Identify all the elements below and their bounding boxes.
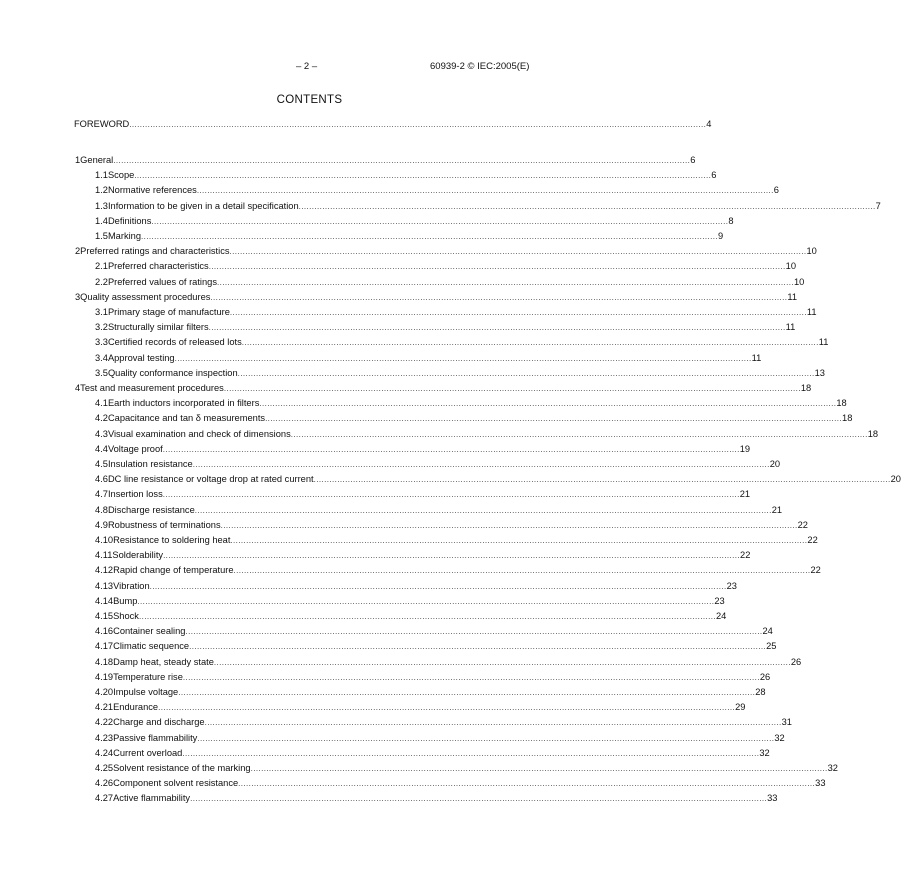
toc-section-title: Test and measurement procedures xyxy=(80,383,224,393)
toc-entry[interactable] xyxy=(95,686,766,698)
toc-entry[interactable] xyxy=(95,762,838,774)
dot-leader: ............................................................................................................................................................................................................................ xyxy=(113,156,691,165)
dot-leader: ............................................................................................................................................................................................................................ xyxy=(250,764,828,773)
toc-section-number: 4.15 xyxy=(95,611,114,621)
toc-section-title: Normative references xyxy=(107,185,197,196)
toc-section-number: 2 xyxy=(75,246,81,257)
toc-page-number: 33 xyxy=(767,793,778,804)
toc-page-number: 32 xyxy=(759,747,770,758)
toc-entry[interactable] xyxy=(75,245,817,257)
toc-section-title: Active flammability xyxy=(113,793,191,804)
toc-entry[interactable] xyxy=(95,747,770,759)
toc-section-title: Temperature rise xyxy=(113,671,183,682)
dot-leader: ............................................................................................................................................................................................................................ xyxy=(298,201,876,211)
dot-leader: ............................................................................................................................................................................................................................ xyxy=(134,171,712,181)
toc-page-number: 32 xyxy=(827,763,838,773)
toc-page-number: 22 xyxy=(807,535,818,545)
toc-section-title: Shock xyxy=(113,611,139,621)
toc-section-title: Primary stage of manufacture xyxy=(107,307,230,317)
toc-entry[interactable] xyxy=(95,443,751,455)
toc-entry[interactable] xyxy=(95,276,805,288)
toc-page-number: 33 xyxy=(815,778,826,789)
dot-leader: ............................................................................................................................................................................................................................ xyxy=(194,505,772,515)
toc-section-number: 1.3 xyxy=(95,200,108,211)
toc-section-title: Container sealing xyxy=(113,626,186,637)
toc-entry[interactable] xyxy=(95,580,737,592)
toc-page-number: 31 xyxy=(781,717,792,728)
toc-section-title: Charge and discharge xyxy=(113,717,205,728)
toc-page-number: 13 xyxy=(814,367,825,378)
toc-page-number: 23 xyxy=(726,580,737,591)
toc-page-number: 19 xyxy=(739,443,751,454)
toc-entry[interactable] xyxy=(75,291,798,303)
toc-section-title: Capacitance and tan δ measurements xyxy=(107,413,266,424)
toc-section-number: 4.20 xyxy=(95,687,114,697)
toc-section-title: Component solvent resistance xyxy=(113,778,239,789)
toc-section-number: 2.2 xyxy=(95,276,108,287)
toc-section-number: 4.19 xyxy=(95,671,114,682)
toc-section-title: Bump xyxy=(113,595,138,606)
dot-leader: ............................................................................................................................................................................................................................ xyxy=(220,520,798,530)
dot-leader: ............................................................................................................................................................................................................................ xyxy=(163,551,741,561)
toc-page-number: 24 xyxy=(715,611,727,621)
toc-entry[interactable] xyxy=(95,336,829,348)
toc-section-number: 2.1 xyxy=(95,261,108,272)
dot-leader: ............................................................................................................................................................................................................................ xyxy=(237,368,815,378)
toc-section-title: Approval testing xyxy=(107,352,175,363)
dot-leader: ............................................................................................................................................................................................................................ xyxy=(210,292,788,302)
toc-section-number: 4.7 xyxy=(95,489,108,500)
toc-page-number: 11 xyxy=(806,307,817,317)
dot-leader: ............................................................................................................................................................................................................................ xyxy=(192,460,770,469)
toc-section-title: Solvent resistance of the marking xyxy=(113,763,251,773)
toc-section-title: Definitions xyxy=(107,215,152,226)
toc-entry[interactable] xyxy=(95,321,796,333)
toc-section-title: Preferred values of ratings xyxy=(107,276,217,287)
toc-entry[interactable] xyxy=(95,215,734,227)
page-title: CONTENTS xyxy=(276,94,343,106)
dot-leader: ............................................................................................................................................................................................................................ xyxy=(216,277,794,287)
toc-section-title: Certified records of released lots xyxy=(107,337,242,348)
toc-section-title: Scope xyxy=(107,170,135,181)
toc-entry[interactable] xyxy=(95,306,817,318)
dot-leader: ............................................................................................................................................................................................................................ xyxy=(196,186,774,196)
dot-leader: ............................................................................................................................................................................................................................ xyxy=(259,399,837,409)
toc-page-number: 29 xyxy=(735,702,746,713)
toc-entry[interactable] xyxy=(95,230,724,242)
dot-leader: ............................................................................................................................................................................................................................ xyxy=(185,627,763,637)
dot-leader: ............................................................................................................................................................................................................................ xyxy=(213,657,791,667)
toc-page-number: 11 xyxy=(787,291,798,302)
toc-section-title: FOREWORD xyxy=(74,119,130,129)
toc-entry[interactable] xyxy=(95,504,783,516)
toc-section-number: 4.17 xyxy=(95,641,114,652)
toc-section-number: 4.1 xyxy=(95,398,108,409)
dot-leader: ............................................................................................................................................................................................................................ xyxy=(129,120,707,129)
toc-section-title: Insulation resistance xyxy=(107,459,193,469)
dot-leader: ............................................................................................................................................................................................................................ xyxy=(197,733,775,743)
toc-page-number: 18 xyxy=(836,398,847,409)
toc-section-title: General xyxy=(80,155,114,165)
toc-section-title: Preferred characteristics xyxy=(107,261,209,272)
toc-section-title: Marking xyxy=(107,231,142,241)
toc-page-number: 22 xyxy=(810,565,821,576)
dot-leader: ............................................................................................................................................................................................................................ xyxy=(158,703,736,713)
toc-entry[interactable] xyxy=(95,792,778,804)
toc-entry[interactable] xyxy=(95,610,727,622)
toc-entry[interactable] xyxy=(95,397,847,409)
toc-entry[interactable] xyxy=(95,549,751,561)
toc-page-number: 21 xyxy=(739,489,751,500)
toc-entry[interactable] xyxy=(75,382,812,394)
toc-page-number: 22 xyxy=(740,550,751,561)
dot-leader: ............................................................................................................................................................................................................................ xyxy=(138,612,716,621)
toc-page-number: 10 xyxy=(785,261,797,272)
toc-page-number: 20 xyxy=(890,474,901,485)
toc-section-title: Information to be given in a detail specification xyxy=(107,200,299,211)
toc-page-number: 24 xyxy=(762,626,773,637)
toc-page-number: 22 xyxy=(797,519,808,530)
toc-section-number: 1.1 xyxy=(95,170,108,181)
dot-leader: ............................................................................................................................................................................................................................ xyxy=(204,718,782,728)
toc-entry[interactable] xyxy=(95,260,797,272)
toc-page-number: 26 xyxy=(759,671,771,682)
toc-entry[interactable] xyxy=(95,640,777,652)
dot-leader: ............................................................................................................................................................................................................................ xyxy=(149,581,727,591)
toc-section-number: 4.18 xyxy=(95,656,114,667)
dot-leader: ............................................................................................................................................................................................................................ xyxy=(162,490,740,500)
toc-section-number: 1 xyxy=(75,155,81,165)
toc-section-number: 1.4 xyxy=(95,215,108,226)
dot-leader: ............................................................................................................................................................................................................................ xyxy=(141,232,718,241)
toc-section-title: Visual examination and check of dimensions xyxy=(107,428,291,439)
toc-page-number: 20 xyxy=(769,459,781,469)
toc-section-number: 3.2 xyxy=(95,322,108,333)
toc-section-number: 1.5 xyxy=(95,231,108,241)
toc-section-number: 4.27 xyxy=(95,793,114,804)
toc-section-number: 4.23 xyxy=(95,732,114,743)
toc-section-number: 3 xyxy=(75,291,81,302)
dot-leader: ............................................................................................................................................................................................................................ xyxy=(208,262,786,272)
toc-section-number: 4.24 xyxy=(95,747,114,758)
toc-entry[interactable] xyxy=(95,367,825,379)
toc-section-title: Discharge resistance xyxy=(107,504,195,515)
toc-section-title: Impulse voltage xyxy=(113,687,179,697)
dot-leader: ............................................................................................................................................................................................................................ xyxy=(313,475,891,485)
toc-section-number: 4.2 xyxy=(95,413,108,424)
toc-page-number: 32 xyxy=(774,732,785,743)
toc-entry[interactable] xyxy=(95,732,785,744)
toc-section-title: Quality conformance inspection xyxy=(107,367,238,378)
toc-page-number: 18 xyxy=(867,428,879,439)
toc-entry[interactable] xyxy=(95,169,717,181)
dot-leader: ............................................................................................................................................................................................................................ xyxy=(265,414,843,424)
toc-section-number: 4 xyxy=(75,383,81,393)
dot-leader: ............................................................................................................................................................................................................................ xyxy=(230,536,808,545)
dot-leader: ............................................................................................................................................................................................................................ xyxy=(238,779,816,789)
toc-entry[interactable] xyxy=(95,412,853,424)
dot-leader: ............................................................................................................................................................................................................................ xyxy=(233,566,811,576)
toc-entry[interactable] xyxy=(95,671,771,683)
dot-leader: ............................................................................................................................................................................................................................ xyxy=(190,794,768,804)
toc-page-number: 11 xyxy=(751,352,762,363)
toc-page-number: 26 xyxy=(790,656,802,667)
toc-page-number: 10 xyxy=(806,246,817,257)
toc-section-number: 4.6 xyxy=(95,474,108,485)
toc-section-title: Current overload xyxy=(113,747,183,758)
toc-page-number: 6 xyxy=(773,185,779,196)
toc-section-title: Earth inductors incorporated in filters xyxy=(107,398,260,409)
toc-section-title: Insertion loss xyxy=(107,489,163,500)
toc-page-number: 23 xyxy=(714,595,725,606)
toc-section-title: Structurally similar filters xyxy=(107,322,209,333)
toc-section-number: 4.9 xyxy=(95,519,108,530)
toc-section-title: Climatic sequence xyxy=(113,641,190,652)
toc-section-number: 4.26 xyxy=(95,778,114,789)
toc-entry[interactable] xyxy=(95,488,751,500)
dot-leader: ............................................................................................................................................................................................................................ xyxy=(208,323,786,333)
toc-entry[interactable] xyxy=(95,625,773,637)
toc-section-number: 4.21 xyxy=(95,702,114,713)
toc-section-title: Solderability xyxy=(112,550,164,561)
toc-section-number: 4.13 xyxy=(95,580,114,591)
dot-leader: ............................................................................................................................................................................................................................ xyxy=(137,596,715,606)
toc-section-title: Preferred ratings and characteristics xyxy=(80,246,230,257)
dot-leader: ............................................................................................................................................................................................................................ xyxy=(178,688,756,697)
toc-page-number: 25 xyxy=(766,641,777,652)
toc-page-number: 21 xyxy=(771,504,783,515)
toc-entry[interactable] xyxy=(95,458,781,470)
toc-section-title: Resistance to soldering heat xyxy=(113,535,231,545)
toc-page-number: 18 xyxy=(800,383,812,393)
toc-section-title: Quality assessment procedures xyxy=(80,291,211,302)
toc-section-number: 4.5 xyxy=(95,459,108,469)
toc-section-number: 4.22 xyxy=(95,717,114,728)
dot-leader: ............................................................................................................................................................................................................................ xyxy=(182,672,760,682)
dot-leader: ............................................................................................................................................................................................................................ xyxy=(290,429,868,439)
toc-entry[interactable] xyxy=(95,534,818,546)
toc-page-number: 4 xyxy=(706,119,712,129)
dot-leader: ............................................................................................................................................................................................................................ xyxy=(182,748,760,758)
toc-section-number: 4.8 xyxy=(95,504,108,515)
toc-entry[interactable] xyxy=(95,184,779,196)
toc-section-number: 4.4 xyxy=(95,443,108,454)
toc-page-number: 11 xyxy=(785,322,796,333)
dot-leader: ............................................................................................................................................................................................................................ xyxy=(229,308,807,317)
page-number: – 2 – xyxy=(296,61,318,72)
toc-entry[interactable] xyxy=(74,118,712,130)
toc-entry[interactable] xyxy=(95,656,802,668)
toc-entry[interactable] xyxy=(95,519,808,531)
toc-section-title: Passive flammability xyxy=(113,732,198,743)
toc-page-number: 7 xyxy=(875,200,881,211)
toc-section-number: 1.2 xyxy=(95,185,108,196)
toc-entry[interactable] xyxy=(95,595,725,607)
dot-leader: ............................................................................................................................................................................................................................ xyxy=(229,247,807,257)
toc-page-number: 6 xyxy=(711,170,717,181)
dot-leader: ............................................................................................................................................................................................................................ xyxy=(162,444,740,454)
toc-entry[interactable] xyxy=(95,701,746,713)
toc-page-number: 8 xyxy=(728,215,734,226)
toc-section-title: Vibration xyxy=(113,580,150,591)
toc-entry[interactable] xyxy=(95,428,879,440)
dot-leader: ............................................................................................................................................................................................................................ xyxy=(223,384,801,393)
toc-entry[interactable] xyxy=(95,352,762,364)
toc-entry[interactable] xyxy=(95,200,881,212)
toc-section-number: 3.1 xyxy=(95,307,108,317)
toc-section-title: Voltage proof xyxy=(107,443,163,454)
toc-entry[interactable] xyxy=(95,473,901,485)
toc-section-number: 4.16 xyxy=(95,626,114,637)
toc-section-title: Endurance xyxy=(113,702,159,713)
toc-page-number: 28 xyxy=(755,687,766,697)
toc-page-number: 10 xyxy=(793,276,805,287)
toc-entry[interactable] xyxy=(75,154,696,166)
toc-section-title: Damp heat, steady state xyxy=(113,656,214,667)
toc-entry[interactable] xyxy=(95,777,826,789)
toc-entry[interactable] xyxy=(95,716,792,728)
toc-entry[interactable] xyxy=(95,564,821,576)
toc-section-title: Robustness of terminations xyxy=(107,519,221,530)
toc-section-number: 4.3 xyxy=(95,428,108,439)
toc-section-title: DC line resistance or voltage drop at rated current xyxy=(107,474,314,485)
dot-leader: ............................................................................................................................................................................................................................ xyxy=(189,642,767,652)
toc-page-number: 18 xyxy=(842,413,853,424)
toc-section-number: 3.3 xyxy=(95,337,108,348)
toc-section-number: 4.11 xyxy=(95,550,113,561)
toc-page-number: 11 xyxy=(818,337,829,348)
toc-section-number: 4.12 xyxy=(95,565,114,576)
toc-page-number: 9 xyxy=(718,231,724,241)
toc-page-number: 6 xyxy=(690,155,696,165)
toc-section-number: 3.5 xyxy=(95,367,108,378)
toc-section-title: Rapid change of temperature xyxy=(113,565,234,576)
toc-section-number: 3.4 xyxy=(95,352,108,363)
standard-reference: 60939-2 © IEC:2005(E) xyxy=(430,61,530,72)
toc-section-number: 4.10 xyxy=(95,535,114,545)
dot-leader: ............................................................................................................................................................................................................................ xyxy=(174,353,752,363)
dot-leader: ............................................................................................................................................................................................................................ xyxy=(241,338,819,348)
toc-section-number: 4.25 xyxy=(95,763,114,773)
dot-leader: ............................................................................................................................................................................................................................ xyxy=(151,216,729,226)
toc-section-number: 4.14 xyxy=(95,595,114,606)
